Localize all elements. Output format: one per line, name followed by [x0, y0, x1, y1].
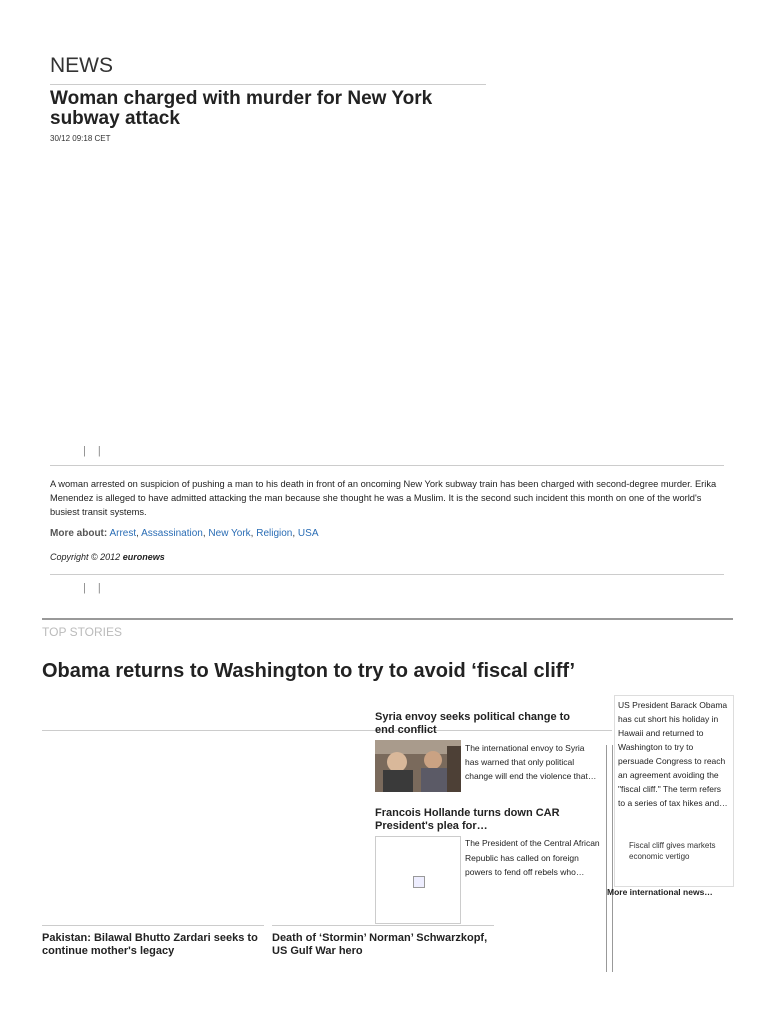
main-story-summary: US President Barack Obama has cut short his holiday in Hawaii and returned to Washington to try to persuade Congress to reach an agreement avoiding the "fiscal cliff." The term refers to a series of tax hikes and…	[618, 700, 728, 808]
article-headline: Woman charged with murder for New York subway attack	[50, 88, 433, 129]
tag-link-arrest[interactable]: Arrest	[109, 528, 137, 539]
story-title-hollande[interactable]: Francois Hollande turns down CAR President's plea for…	[375, 807, 560, 832]
top-stories-label: TOP STORIES	[42, 625, 123, 639]
share-bar-bottom	[83, 582, 110, 594]
main-story-headline[interactable]: Obama returns to Washington to try to avoid ‘fiscal cliff’	[42, 660, 576, 682]
more-about-label: More about:	[50, 528, 108, 539]
story-summary-hollande: The President of the Central African Republic has called on foreign powers to fend off rebels who…	[465, 838, 600, 877]
copyright	[50, 552, 165, 562]
separator: |	[83, 582, 86, 594]
separator: |	[97, 445, 101, 457]
divider	[272, 925, 494, 926]
article-body: A woman arrested on suspicion of pushing a man to his death in front of an oncoming New York subway train has been charged with second-degree murder. Erika Menendez is alleged to have admitted attacking the man because she thought he was a Muslim. It is the second such incident this month on one of the world's busiest transit systems.	[50, 479, 717, 517]
divider	[50, 574, 724, 575]
story-thumbnail-hollande[interactable]	[375, 836, 461, 924]
story-summary-syria: The international envoy to Syria has warned that only political change will end the violence that…	[465, 743, 597, 781]
story-thumbnail-syria[interactable]	[375, 740, 461, 792]
related-link-fiscal-cliff[interactable]: Fiscal cliff gives markets economic vertigo	[629, 841, 716, 861]
column-divider	[606, 745, 607, 972]
photo-thumbnail	[375, 740, 461, 792]
more-about: More about: Arrest, Assassination, New York, Religion, USA	[50, 528, 319, 539]
divider	[42, 925, 264, 926]
tag-link-religion[interactable]: Religion	[256, 528, 293, 539]
separator: |	[83, 445, 86, 457]
divider	[50, 465, 724, 466]
column-divider	[612, 745, 613, 972]
story-title-schwarzkopf[interactable]: Death of ‘Stormin’ Norman’ Schwarzkopf, US Gulf War hero	[272, 932, 488, 957]
separator: |	[97, 582, 101, 594]
story-title-syria[interactable]: Syria envoy seeks political change to end conflict	[375, 711, 571, 736]
story-title-pakistan[interactable]: Pakistan: Bilawal Bhutto Zardari seeks to continue mother's legacy	[42, 932, 258, 957]
share-bar-top	[83, 445, 110, 457]
tag-link-usa[interactable]: USA	[297, 528, 319, 539]
more-international-news-link[interactable]: More international news…	[607, 887, 713, 897]
copyright-prefix: Copyright © 2012	[50, 552, 121, 562]
tag-link-assassination[interactable]: Assassination	[141, 528, 203, 539]
divider	[50, 84, 486, 85]
section-title: NEWS	[50, 54, 113, 77]
article-timestamp: 30/12 09:18 CET	[50, 134, 111, 143]
tag-link-new-york[interactable]: New York	[208, 528, 251, 539]
copyright-brand: euronews	[122, 552, 165, 562]
broken-image-icon	[413, 876, 425, 888]
section-divider	[42, 618, 733, 620]
